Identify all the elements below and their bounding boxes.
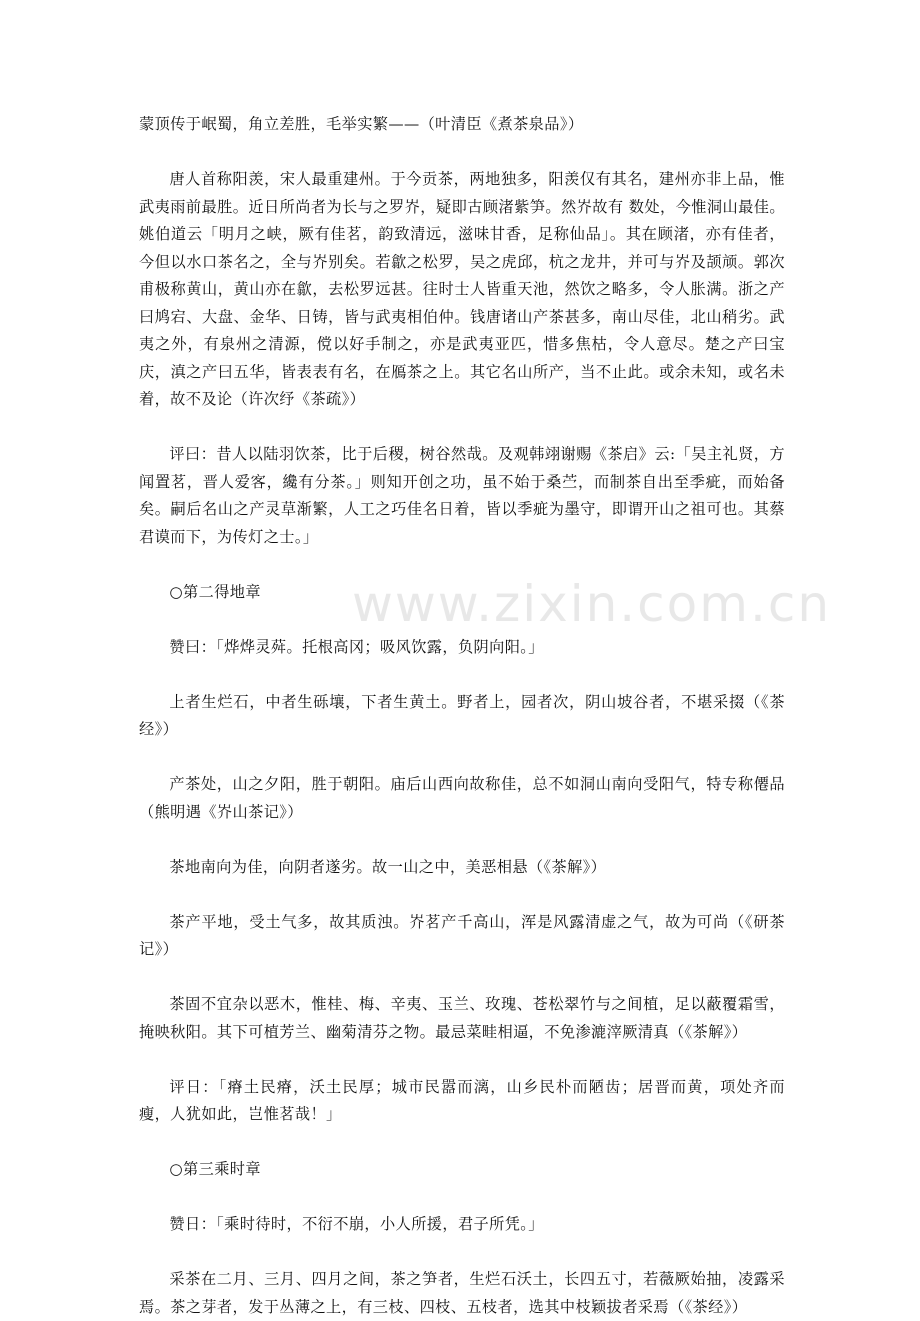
paragraph-gap xyxy=(139,414,785,442)
document-body xyxy=(139,111,785,1321)
watermark-text: www.zixin.com.cn xyxy=(352,575,832,633)
paragraph-commentary-2: 评日：「瘠土民瘠，沃土民厚；城市民嚣而漓，山乡民朴而陋齿；居晋而黄，项处齐而瘦，人犹如此，岂惟茗哉！」 xyxy=(139,1077,785,1123)
paragraph-highland: 茶产平地，受土气多，故其质浊。岕茗产千高山，浑是风露清虚之气，故为可尚（《研茶记》） xyxy=(139,912,785,958)
paragraph-gap xyxy=(139,881,785,909)
paragraph-gap xyxy=(139,826,785,854)
chapter-heading-3: ○第三乘时章 xyxy=(169,1160,261,1178)
paragraph-south-facing: 茶地南向为佳，向阴者遂劣。故一山之中，美恶相悬（《茶解》） xyxy=(169,857,607,876)
paragraph-gap xyxy=(139,551,785,579)
paragraph-gap xyxy=(139,139,785,167)
paragraph-soil: 上者生烂石，中者生砾壤，下者生黄土。野者上，园者次，阴山坡谷者，不堪采掇（《茶经》） xyxy=(139,692,785,738)
paragraph-gap xyxy=(139,1184,785,1212)
paragraph-gap xyxy=(139,1239,785,1267)
paragraph-gap xyxy=(139,964,785,992)
paragraph-gap xyxy=(139,661,785,689)
paragraph-commentary-1: 评曰：昔人以陆羽饮茶，比于后稷，树谷然哉。及观韩翊谢赐《茶启》云:「吴主礼贤，方闻置茗，晋人爱客，纔有分茶。」则知开创之功，虽不始于桑苎，而制茶自出至季疵，而始备矣。嗣后名山之产灵草渐繁，人工之巧佳名日着，皆以季疵为墨守，即谓开山之祖可也。其蔡君谟而下，为传灯之士。」 xyxy=(139,445,785,546)
paragraph-praise-3: 赞日：「乘时待时，不衍不崩，小人所援，君子所凭。」 xyxy=(169,1215,544,1233)
paragraph-gap xyxy=(139,1129,785,1157)
chapter-heading-2: ○第二得地章 xyxy=(169,582,261,601)
paragraph-harvest: 采茶在二月、三月、四月之间，茶之笋者，生烂石沃土，长四五寸，若薇厥始抽，凌露采焉。茶之芽者，发于丛薄之上，有三枝、四枝、五枝者，选其中枝颖拔者采焉（《茶经》） xyxy=(139,1270,785,1316)
paragraph-gap xyxy=(139,606,785,634)
paragraph-sunlight: 产茶处，山之夕阳，胜于朝阳。庙后山西向故称佳，总不如洞山南向受阳气，特专称僊品（熊明遇《岕山茶记》） xyxy=(139,775,785,821)
paragraph-gap xyxy=(139,744,785,772)
paragraph-tea-regions: 唐人首称阳羡，宋人最重建州。于今贡茶，两地独多，阳羡仅有其名，建州亦非上品，惟武夷雨前最胜。近日所尚者为长与之罗岕，疑即古顾渚紫笋。然岕故有 数处，今惟洞山最佳。姚伯道云「明月之峡，厥有佳茗，韵致清远，滋味甘香，足称仙品」。其在顾渚，亦有佳者，今但以水口茶名之，全与岕别矣。若歙之松罗，吴之虎邱，杭之龙井，并可与岕及颉颃。郭次甫极称黄山，黄山亦在歙，去松罗远甚。往时士人皆重天池，然饮之略多，令人胀满。浙之产曰鸠宕、大盘、金华、日铸，皆与武夷相伯仲。钱唐诸山产茶甚多，南山尽佳，北山稍劣。武夷之外，有泉州之清源，傥以好手制之，亦是武夷亚匹，惜多焦枯，令人意尽。楚之产曰宝庆，滇之产曰五华，皆表表有名，在鴈茶之上。其它名山所产，当不止此。或余未知，或名未着，故不及论（许次纾《茶疏》） xyxy=(139,170,785,408)
paragraph-praise-2: 赞曰：「烨烨灵荈。托根高冈；吸风饮露，负阴向阳。」 xyxy=(169,637,544,656)
paragraph-gap xyxy=(139,1046,785,1074)
paragraph-quote-mengding: 蒙顶传于岷蜀，角立差胜，毛举实繁——（叶清臣《煮茶泉品》） xyxy=(139,115,584,133)
paragraph-companion-plants: 茶固不宜杂以恶木，惟桂、梅、辛夷、玉兰、玫瑰、苍松翠竹与之间植，足以蔽覆霜雪，掩映秋阳。其下可植芳兰、幽菊清芬之物。最忌菜畦相逼，不免渗漉滓厥清真（《茶解》） xyxy=(139,995,785,1041)
